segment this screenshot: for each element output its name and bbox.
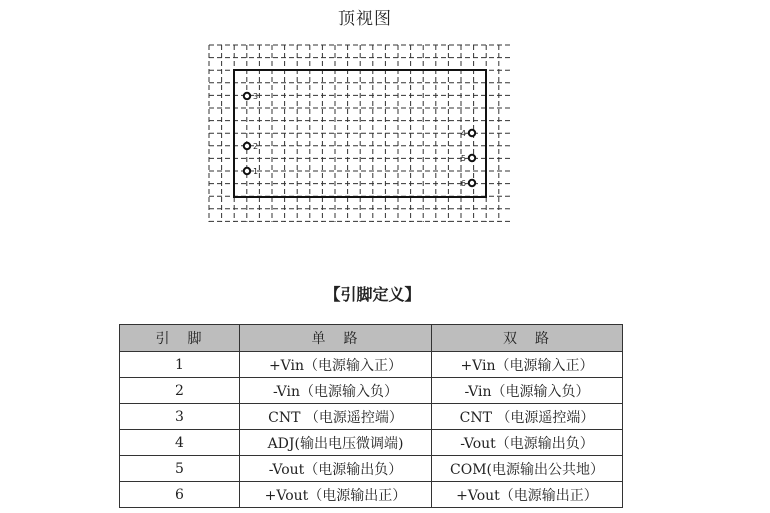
- pin-number: 3: [120, 404, 240, 430]
- pin-2-label: 2: [253, 142, 259, 151]
- pin-4-label: 4: [460, 129, 466, 138]
- dual-function: COM(电源输出公共地）: [432, 456, 623, 482]
- single-function: +Vin（电源输入正）: [240, 352, 432, 378]
- dual-function: +Vin（电源输入正）: [432, 352, 623, 378]
- single-function: +Vout（电源输出正）: [240, 482, 432, 508]
- pin-1-label: 1: [253, 167, 259, 176]
- single-function: -Vin（电源输入负）: [240, 378, 432, 404]
- pin-3-circle: [244, 93, 250, 99]
- pin-1-circle: [244, 168, 250, 174]
- table-row: [120, 456, 623, 482]
- pin-3-label: 3: [253, 92, 259, 101]
- pin-number: 1: [120, 352, 240, 378]
- header-pin: 引 脚: [120, 325, 240, 352]
- dual-function: CNT （电源遥控端）: [432, 404, 623, 430]
- pin-6-circle: [469, 180, 475, 186]
- pin-5-circle: [469, 155, 475, 161]
- table-row: [120, 404, 623, 430]
- top-view-diagram: [0, 0, 770, 240]
- single-function: -Vout（电源输出负）: [240, 456, 432, 482]
- dual-function: -Vout（电源输出负）: [432, 430, 623, 456]
- table-row: [120, 378, 623, 404]
- single-function: ADJ(输出电压微调端): [240, 430, 432, 456]
- table-row: [120, 482, 623, 508]
- header-single: 单 路: [240, 325, 432, 352]
- single-function: CNT （电源遥控端）: [240, 404, 432, 430]
- table-header-row: [120, 325, 623, 352]
- top-view-title: 顶视图: [338, 9, 392, 29]
- pin-4-circle: [469, 130, 475, 136]
- pin-2-circle: [244, 143, 250, 149]
- pin-number: 2: [120, 378, 240, 404]
- table-row: [120, 430, 623, 456]
- table-row: [120, 352, 623, 378]
- pin-definition-title: 【引脚定义】: [324, 285, 421, 304]
- dual-function: +Vout（电源输出正）: [432, 482, 623, 508]
- pin-number: 4: [120, 430, 240, 456]
- pin-6-label: 6: [460, 179, 466, 188]
- header-dual: 双 路: [432, 325, 623, 352]
- pin-number: 5: [120, 456, 240, 482]
- pin-5-label: 5: [460, 154, 466, 163]
- dual-function: -Vin（电源输入负）: [432, 378, 623, 404]
- pin-number: 6: [120, 482, 240, 508]
- pin-definition-table: [119, 324, 623, 508]
